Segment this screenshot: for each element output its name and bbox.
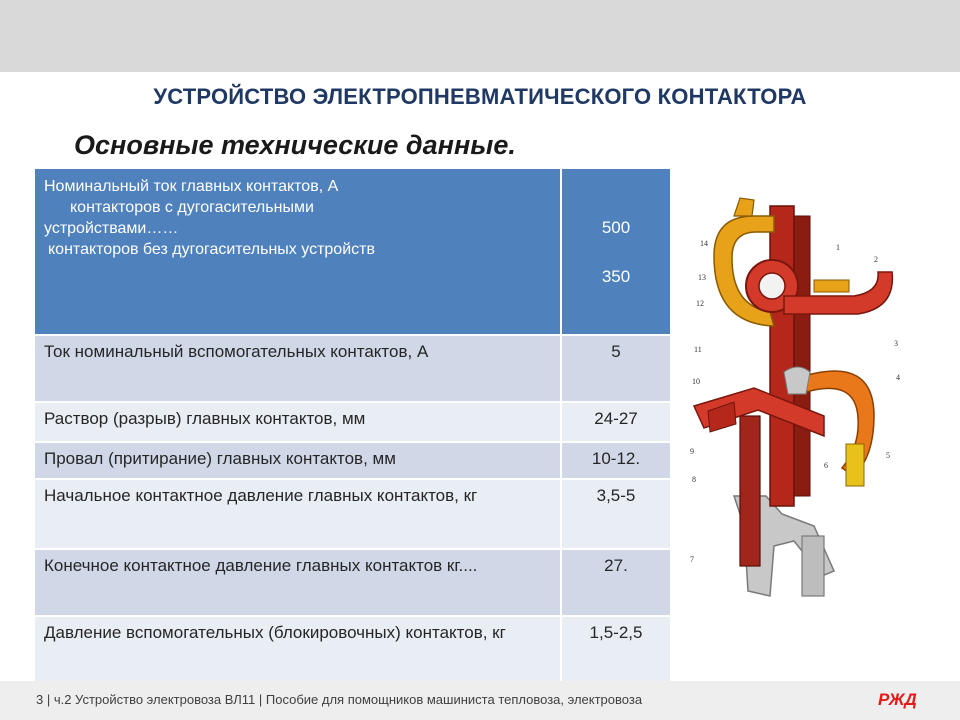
part-label: 11 [694,345,702,354]
table-row [34,335,671,402]
param-cell: Ток номинальный вспомогательных контактов, А [34,335,561,402]
value-cell: 10-12. [561,442,671,479]
value-cell: 1,5-2,5 [561,616,671,684]
svg-text:РЖД: РЖД [878,690,917,709]
top-banner [0,0,960,72]
header-value: 500 [601,217,631,237]
value-cell: 5 [561,335,671,402]
part-label: 10 [692,377,700,386]
param-cell: Конечное контактное давление главных контактов кг.... [34,549,561,616]
part-label: 9 [690,447,694,456]
part-label: 7 [690,555,694,564]
part-label: 4 [896,373,900,382]
table-header-row [34,168,671,335]
part-label: 2 [874,255,878,264]
part-label: 5 [886,451,890,460]
value-cell: 27. [561,549,671,616]
table-row [34,616,671,684]
header-parameter-cell [34,168,561,335]
slide-subtitle: Основные технические данные. [74,130,516,160]
header-value: 350 [601,266,631,286]
param-cell: Начальное контактное давление главных контактов, кг [34,479,561,549]
part-label: 13 [698,273,706,282]
part-label: 3 [894,339,898,348]
part-label: 14 [700,239,708,248]
table-row [34,442,671,479]
header-line: контакторов с дугогасительными [70,199,314,216]
param-cell: Раствор (разрыв) главных контактов, мм [34,402,561,442]
rzd-logo [876,686,924,712]
value-cell: 3,5-5 [561,479,671,549]
header-line: устройствами…… [44,220,179,237]
param-cell: Провал (притирание) главных контактов, мм [34,442,561,479]
header-value-cell [561,168,671,335]
footer-text: 3 | ч.2 Устройство электровоза ВЛ11 | Пособие для помощников машиниста тепловоза, электровоза [36,692,643,707]
table-row [34,549,671,616]
part-label: 1 [836,243,840,252]
part-label: 8 [692,475,696,484]
header-line: Номинальный ток главных контактов, А [44,178,339,195]
contactor-illustration [674,196,914,616]
param-cell: Давление вспомогательных (блокировочных) контактов, кг [34,616,561,684]
table-row [34,402,671,442]
table-row [34,479,671,549]
part-label: 6 [824,461,828,470]
header-line: контакторов без дугогасительных устройств [48,241,375,258]
slide-title: УСТРОЙСТВО ЭЛЕКТРОПНЕВМАТИЧЕСКОГО КОНТАКТОРА [153,84,807,109]
spec-table [33,167,672,685]
part-label: 12 [696,299,704,308]
value-cell: 24-27 [561,402,671,442]
